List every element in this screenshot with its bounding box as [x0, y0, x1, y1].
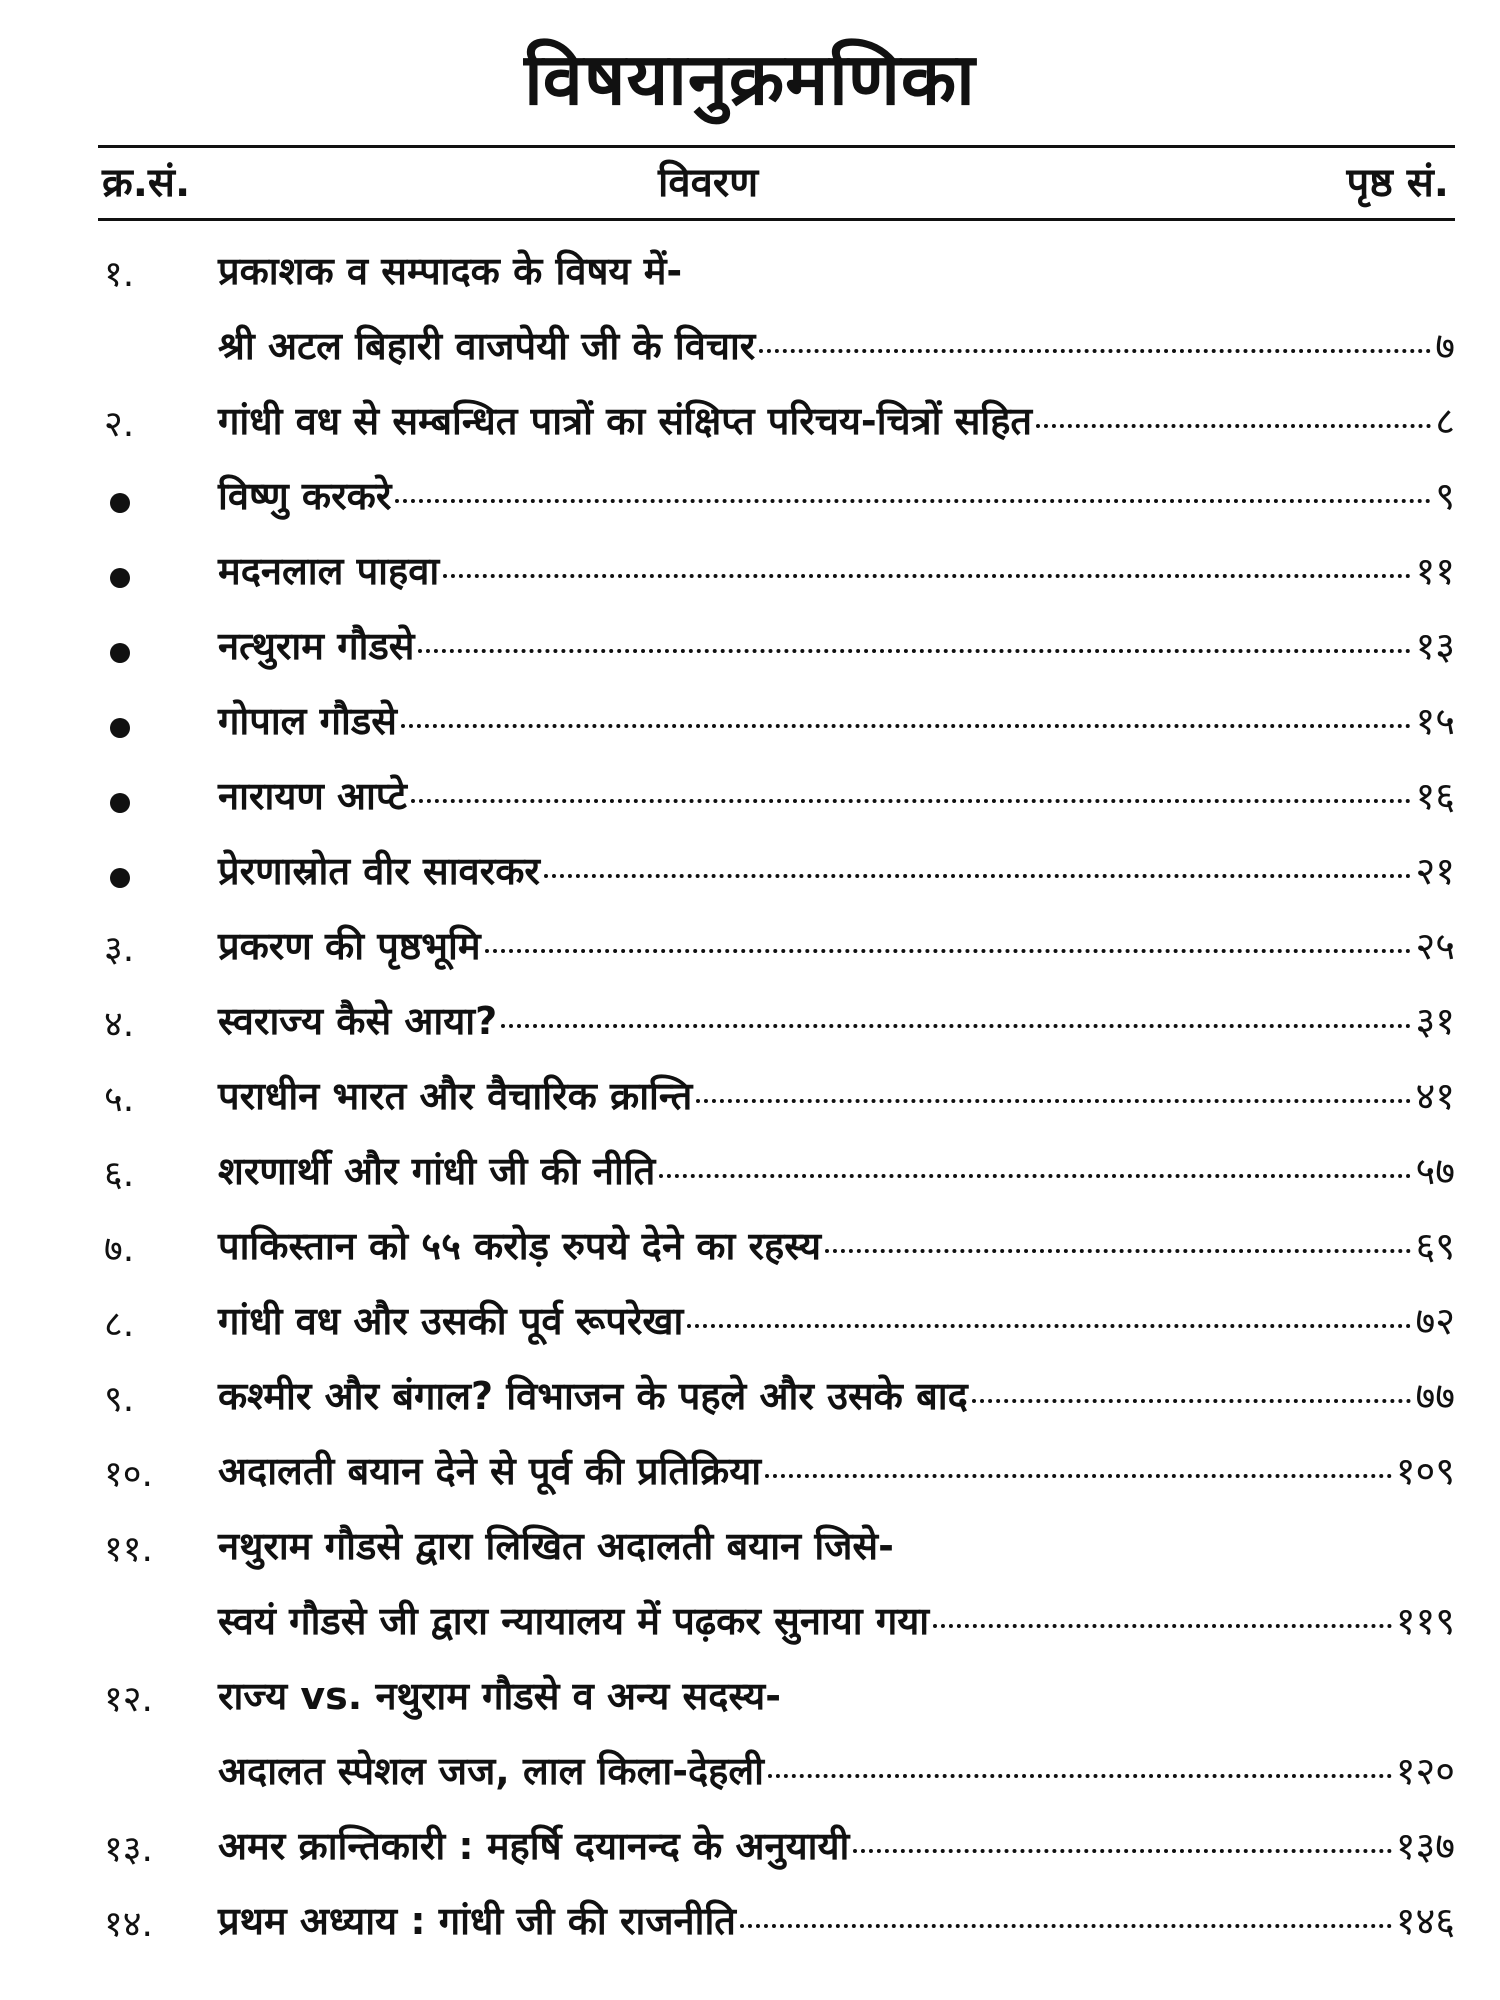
- toc-entry: [98, 315, 1455, 390]
- entry-title: स्वराज्य कैसे आया?: [218, 999, 498, 1043]
- entry-content: [218, 844, 1455, 896]
- entry-content: [218, 1144, 1455, 1196]
- entry-title: गांधी वध से सम्बन्धित पात्रों का संक्षिप्त परिचय-चित्रों सहित: [218, 399, 1033, 443]
- entry-title: शरणार्थी और गांधी जी की नीति: [218, 1149, 656, 1193]
- bullet-icon: [110, 718, 130, 738]
- entry-content: [218, 1594, 1455, 1646]
- entry-content: [218, 1819, 1455, 1871]
- entry-title: अदालती बयान देने से पूर्व की प्रतिक्रिया: [218, 1449, 762, 1493]
- dot-leader: [443, 574, 1411, 578]
- dot-leader: [401, 724, 1412, 728]
- entry-page-number: ७२: [1415, 1299, 1455, 1343]
- entry-content: [218, 1894, 1455, 1946]
- entry-title: प्रकरण की पृष्ठभूमि: [218, 924, 481, 968]
- entry-title: प्रथम अध्याय : गांधी जी की राजनीति: [218, 1899, 736, 1943]
- entry-page-number: ३१: [1415, 999, 1455, 1043]
- dot-leader: [768, 1774, 1392, 1778]
- entry-title: अदालत स्पेशल जज, लाल किला-देहली: [218, 1749, 764, 1793]
- entry-page-number: १३: [1415, 624, 1455, 668]
- entry-page-number: ८: [1435, 399, 1455, 443]
- entry-content: [218, 394, 1455, 446]
- entry-page-number: ९: [1435, 474, 1455, 518]
- dot-leader: [853, 1849, 1391, 1853]
- entry-number: १०.: [104, 1454, 153, 1495]
- toc-entry: [98, 915, 1455, 990]
- dot-leader: [418, 649, 1411, 653]
- entry-page-number: २५: [1415, 924, 1455, 968]
- entry-title: नथुराम गौडसे द्वारा लिखित अदालती बयान जिसे-: [218, 1524, 894, 1568]
- entry-content: [218, 919, 1455, 971]
- toc-entry: [98, 615, 1455, 690]
- entry-page-number: ७: [1435, 324, 1455, 368]
- entry-number: १३.: [104, 1829, 153, 1870]
- entry-page-number: १५: [1415, 699, 1455, 743]
- dot-leader: [825, 1249, 1411, 1253]
- dot-leader: [687, 1324, 1411, 1328]
- entry-page-number: ४१: [1415, 1074, 1455, 1118]
- entry-title: श्री अटल बिहारी वाजपेयी जी के विचार: [218, 324, 756, 368]
- bullet-icon: [110, 793, 130, 813]
- toc-entry: [98, 1365, 1455, 1440]
- entry-content: [218, 1444, 1455, 1496]
- toc-entry: [98, 1740, 1455, 1815]
- entry-number: २.: [104, 404, 135, 445]
- entry-content: [218, 544, 1455, 596]
- entry-title: प्रेरणास्रोत वीर सावरकर: [218, 849, 540, 893]
- entry-content: [218, 1069, 1455, 1121]
- entry-page-number: १०९: [1395, 1449, 1455, 1493]
- entry-title: गांधी वध और उसकी पूर्व रूपरेखा: [218, 1299, 684, 1343]
- dot-leader: [1036, 424, 1431, 428]
- entry-content: [218, 1219, 1455, 1271]
- entry-content: [218, 1744, 1455, 1796]
- entry-page-number: १४६: [1395, 1899, 1455, 1943]
- entry-content: [218, 1519, 1455, 1571]
- toc-entry: [98, 540, 1455, 615]
- toc-entry: [98, 1290, 1455, 1365]
- entry-title: मदनलाल पाहवा: [218, 549, 440, 593]
- toc-entry: [98, 1065, 1455, 1140]
- bullet-icon: [110, 568, 130, 588]
- entry-title: पराधीन भारत और वैचारिक क्रान्ति: [218, 1074, 693, 1118]
- entry-title: अमर क्रान्तिकारी : महर्षि दयानन्द के अनुयायी: [218, 1824, 850, 1868]
- table-header: [98, 150, 1455, 216]
- entry-content: [218, 1669, 1455, 1721]
- toc-entry: [98, 1515, 1455, 1590]
- toc-entry: [98, 1140, 1455, 1215]
- header-serial: क्र.सं.: [102, 160, 191, 206]
- entry-content: [218, 244, 1455, 296]
- dot-leader: [501, 1024, 1411, 1028]
- toc-entry: [98, 765, 1455, 840]
- entry-title: स्वयं गौडसे जी द्वारा न्यायालय में पढ़कर सुनाया गया: [218, 1599, 930, 1643]
- entry-title: कश्मीर और बंगाल? विभाजन के पहले और उसके बाद: [218, 1374, 968, 1418]
- toc-entry: [98, 1665, 1455, 1740]
- header-page: पृष्ठ सं.: [1346, 160, 1449, 206]
- dot-leader: [659, 1174, 1411, 1178]
- entry-number: १.: [104, 254, 135, 295]
- entry-content: [218, 619, 1455, 671]
- bullet-icon: [110, 493, 130, 513]
- entry-number: १२.: [104, 1679, 153, 1720]
- entry-number: ११.: [104, 1529, 153, 1570]
- entry-number: ४.: [104, 1004, 135, 1045]
- entry-page-number: १६: [1415, 774, 1455, 818]
- dot-leader: [485, 949, 1412, 953]
- entry-number: ६.: [104, 1154, 135, 1195]
- header-description: विवरण: [658, 160, 759, 206]
- toc-entry: [98, 1815, 1455, 1890]
- entry-title: पाकिस्तान को ५५ करोड़ रुपये देने का रहस्य: [218, 1224, 822, 1268]
- toc-list: [98, 240, 1455, 1965]
- entry-title: राज्य vs. नथुराम गौडसे व अन्य सदस्य-: [218, 1674, 781, 1718]
- entry-content: [218, 1294, 1455, 1346]
- entry-number: ५.: [104, 1079, 135, 1120]
- entry-number: ७.: [104, 1229, 135, 1270]
- entry-title: नत्थुराम गौडसे: [218, 624, 415, 668]
- dot-leader: [972, 1399, 1412, 1403]
- bullet-icon: [110, 643, 130, 663]
- entry-page-number: १२०: [1395, 1749, 1455, 1793]
- dot-leader: [544, 874, 1412, 878]
- dot-leader: [933, 1624, 1392, 1628]
- toc-entry: [98, 690, 1455, 765]
- entry-number: ३.: [104, 929, 135, 970]
- entry-page-number: ११९: [1395, 1599, 1455, 1643]
- entry-content: [218, 469, 1455, 521]
- entry-content: [218, 994, 1455, 1046]
- entry-page-number: ७७: [1415, 1374, 1455, 1418]
- toc-entry: [98, 1215, 1455, 1290]
- entry-content: [218, 694, 1455, 746]
- header-bottom-rule: [98, 218, 1455, 221]
- entry-number: १४.: [104, 1904, 153, 1945]
- entry-number: ९.: [104, 1379, 135, 1420]
- entry-title: नारायण आप्टे: [218, 774, 407, 818]
- dot-leader: [740, 1924, 1392, 1928]
- entry-page-number: २१: [1415, 849, 1455, 893]
- dot-leader: [395, 499, 1431, 503]
- toc-entry: [98, 990, 1455, 1065]
- toc-entry: [98, 1440, 1455, 1515]
- dot-leader: [411, 799, 1412, 803]
- entry-content: [218, 769, 1455, 821]
- entry-page-number: ६९: [1415, 1224, 1455, 1268]
- entry-page-number: ११: [1415, 549, 1455, 593]
- entry-page-number: ५७: [1415, 1149, 1455, 1193]
- dot-leader: [759, 349, 1431, 353]
- dot-leader: [696, 1099, 1411, 1103]
- entry-page-number: १३७: [1395, 1824, 1455, 1868]
- header-top-rule: [98, 145, 1455, 148]
- toc-entry: [98, 390, 1455, 465]
- entry-title: विष्णु करकरे: [218, 474, 392, 518]
- toc-entry: [98, 465, 1455, 540]
- page-title: विषयानुक्रमणिका: [524, 37, 976, 121]
- entry-title: प्रकाशक व सम्पादक के विषय में-: [218, 249, 683, 293]
- entry-number: ८.: [104, 1304, 135, 1345]
- entry-title: गोपाल गौडसे: [218, 699, 397, 743]
- entry-content: [218, 319, 1455, 371]
- toc-entry: [98, 1590, 1455, 1665]
- toc-entry: [98, 840, 1455, 915]
- toc-entry: [98, 240, 1455, 315]
- bullet-icon: [110, 868, 130, 888]
- entry-content: [218, 1369, 1455, 1421]
- toc-entry: [98, 1890, 1455, 1965]
- dot-leader: [765, 1474, 1392, 1478]
